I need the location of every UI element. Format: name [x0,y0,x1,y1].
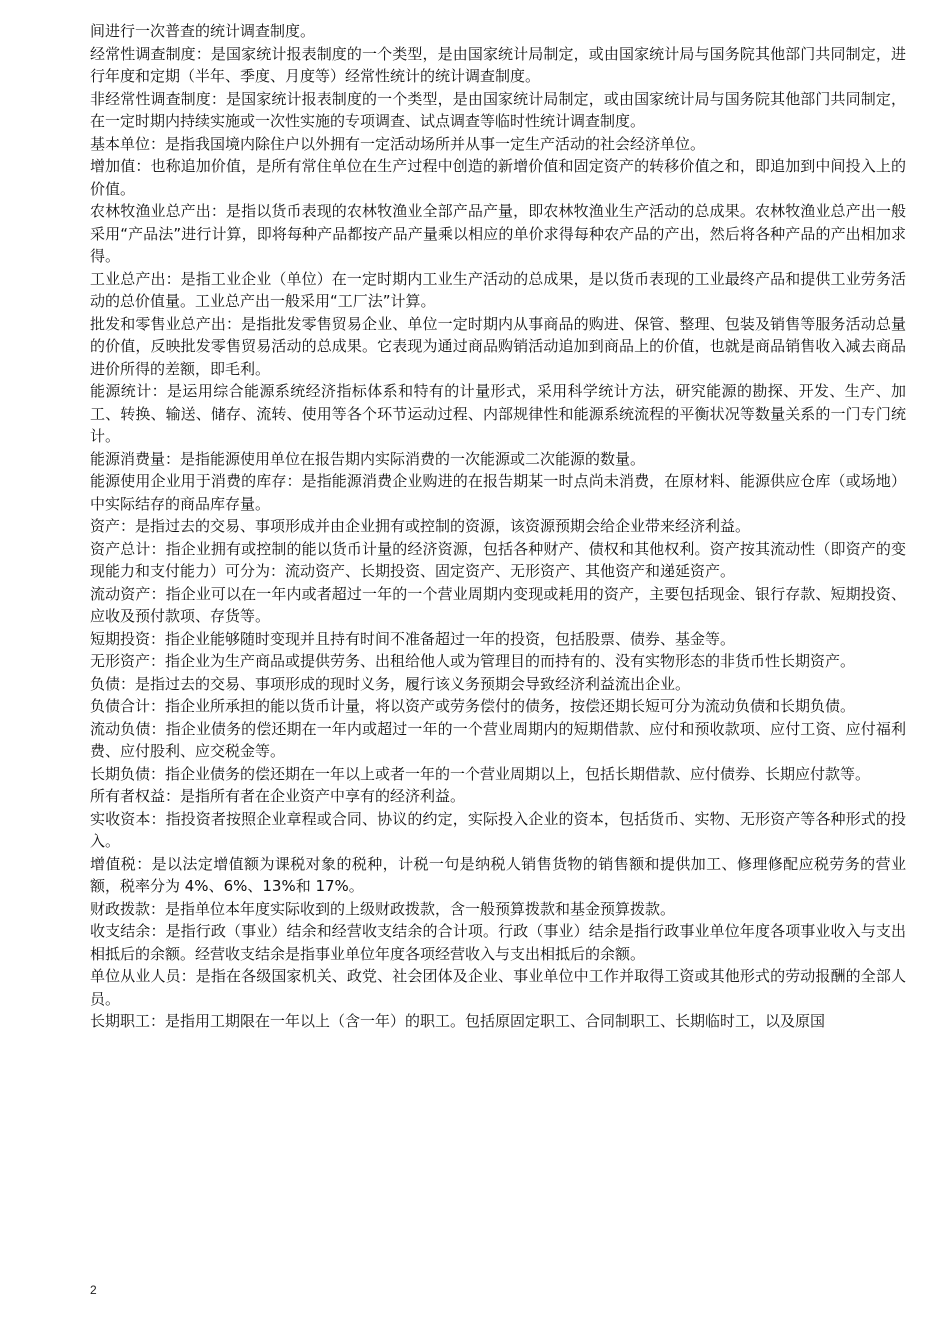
paragraph-energy-inventory: 能源使用企业用于消费的库存：是指能源消费企业购进的在报告期某一时点尚未消费，在原材料、能源供应仓库（或场地）中实际结存的商品库存量。 [90,472,906,513]
paragraph-paid-in-capital: 实收资本：指投资者按照企业章程或合同、协议的约定，实际投入企业的资本，包括货币、实物、无形资产等各种形式的投入。 [90,809,906,850]
paragraph-wholesale-retail-output: 批发和零售业总产出：是指批发零售贸易企业、单位一定时期内从事商品的购进、保管、整理、包装及销售等服务活动总量的价值，反映批发零售贸易活动的总成果。它表现为通过商品购销活动追加到商品上的价值，也就是商品销售收入减去商品进价所得的差额，即毛利。 [90,314,906,378]
paragraph-balance-surplus: 收支结余：是指行政（事业）结余和经营收支结余的合计项。行政（事业）结余是指行政事业单位年度各项事业收入与支出相抵后的余额。经营收支结余是指事业单位年度各项经营收入与支出相抵后的余额。 [90,922,906,963]
paragraph-current-liabilities: 流动负债：指企业债务的偿还期在一年内或超过一年的一个营业周期内的短期借款、应付和预收款项、应付工资、应付福利费、应付股利、应交税金等。 [90,719,906,760]
paragraph-vat: 增值税：是以法定增值额为课税对象的税种，计税一句是纳税人销售货物的销售额和提供加工、修理修配应税劳务的营业额，税率分为 4%、6%、13%和 17%。 [90,854,906,895]
paragraph-industrial-output: 工业总产出：是指工业企业（单位）在一定时期内工业生产活动的总成果，是以货币表现的工业最终产品和提供工业劳务活动的总价值量。工业总产出一般采用“工厂法”计算。 [90,269,906,310]
paragraph-long-term-staff: 长期职工：是指用工期限在一年以上（含一年）的职工。包括原固定职工、合同制职工、长期临时工，以及原国 [90,1012,826,1030]
paragraph-regular-survey-system: 经常性调查制度：是国家统计报表制度的一个类型，是由国家统计局制定，或由国家统计局与国务院其他部门共同制定，进行年度和定期（半年、季度、月度等）经常性统计的统计调查制度。 [90,44,906,85]
paragraph-intangible-assets: 无形资产：指企业为生产商品或提供劳务、出租给他人或为管理目的而持有的、没有实物形态的非货币性长期资产。 [90,652,856,670]
paragraph-energy-consumption: 能源消费量：是指能源使用单位在报告期内实际消费的一次能源或二次能源的数量。 [90,449,646,468]
paragraph-basic-unit: 基本单位：是指我国境内除住户以外拥有一定活动场所并从事一定生产活动的社会经济单位。 [90,134,706,153]
paragraph-value-added: 增加值：也称追加价值，是所有常住单位在生产过程中创造的新增价值和固定资产的转移价值之和，即追加到中间投入上的价值。 [90,157,906,198]
paragraph-energy-statistics: 能源统计：是运用综合能源系统经济指标体系和特有的计量形式，采用科学统计方法，研究能源的勘探、开发、生产、加工、转换、输送、储存、流转、使用等各个环节运动过程、内部规律性和能源系统流程的平衡状况等数量关系的一门专门统计。 [90,382,906,445]
paragraph-liabilities: 负债：是指过去的交易、事项形成的现时义务，履行该义务预期会导致经济利益流出企业。 [90,674,691,693]
paragraph-long-term-liabilities: 长期负债：指企业债务的偿还期在一年以上或者一年的一个营业周期以上，包括长期借款、应付债券、长期应付款等。 [90,764,871,783]
paragraph-current-assets: 流动资产：指企业可以在一年内或者超过一年的一个营业周期内变现或耗用的资产，主要包括现金、银行存款、短期投资、应收及预付款项、存货等。 [90,584,906,625]
paragraph-fiscal-allocation: 财政拨款：是指单位本年度实际收到的上级财政拨款，含一般预算拨款和基金预算拨款。 [90,899,676,918]
paragraph-survey-system-continued: 间进行一次普查的统计调查制度。 [90,22,316,40]
paragraph-assets: 资产：是指过去的交易、事项形成并由企业拥有或控制的资源，该资源预期会给企业带来经济利益。 [90,517,751,535]
paragraph-irregular-survey-system: 非经常性调查制度：是国家统计报表制度的一个类型，是由国家统计局制定，或由国家统计局与国务院其他部门共同制定，在一定时期内持续实施或一次性实施的专项调查、试点调查等临时性统计调查制度。 [90,89,906,130]
page-number: 2 [90,1283,97,1297]
paragraph-total-assets: 资产总计：指企业拥有或控制的能以货币计量的经济资源，包括各种财产、债权和其他权利。资产按其流动性（即资产的变现能力和支付能力）可分为：流动资产、长期投资、固定资产、无形资产、其他资产和递延资产。 [90,539,906,580]
paragraph-agriculture-output: 农林牧渔业总产出：是指以货币表现的农林牧渔业全部产品产量，即农林牧渔业生产活动的总成果。农林牧渔业总产出一般采用“产品法”进行计算，即将每种产品都按产品产量乘以相应的单价求得每种农产品的产出，然后将各种产品的产出相加求得。 [90,202,906,265]
paragraph-unit-employees: 单位从业人员：是指在各级国家机关、政党、社会团体及企业、事业单位中工作并取得工资或其他形式的劳动报酬的全部人员。 [90,967,906,1008]
paragraph-total-liabilities: 负债合计：指企业所承担的能以货币计量，将以资产或劳务偿付的债务，按偿还期长短可分为流动负债和长期负债。 [90,697,856,715]
document-page [90,20,906,1033]
paragraph-owners-equity: 所有者权益：是指所有者在企业资产中享有的经济利益。 [90,787,466,805]
paragraph-short-term-investment: 短期投资：指企业能够随时变现并且持有时间不准备超过一年的投资，包括股票、债券、基金等。 [90,629,736,648]
